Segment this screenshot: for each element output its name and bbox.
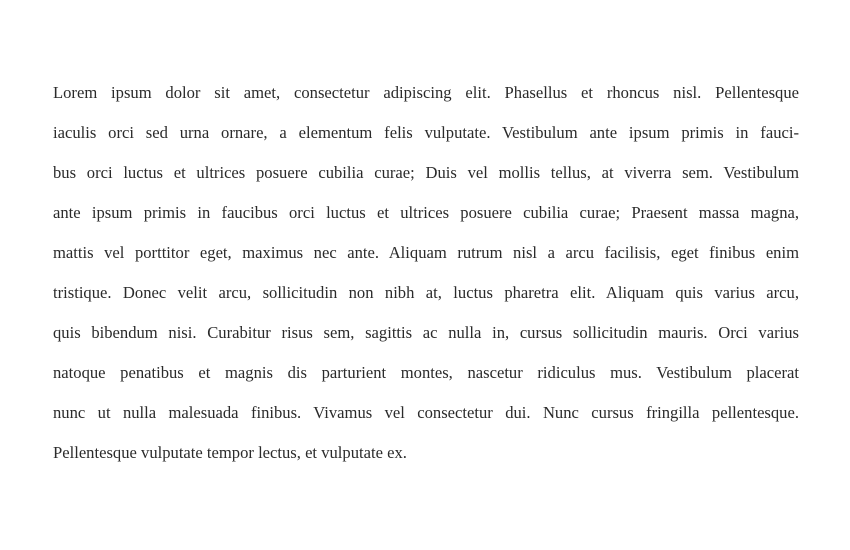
document-page	[53, 79, 799, 479]
paragraph-line-2: iaculis orci sed urna ornare, a elementum felis vulputate. Vestibulum ante ipsum primis in fauci-	[53, 123, 799, 142]
paragraph-line-3: bus orci luctus et ultrices posuere cubilia curae; Duis vel mollis tellus, at viverra sem. Vestibulum	[53, 163, 799, 182]
paragraph-line-1: Lorem ipsum dolor sit amet, consectetur adipiscing elit. Phasellus et rhoncus nisl. Pellentesque	[53, 83, 799, 102]
paragraph-line-6: tristique. Donec velit arcu, sollicitudin non nibh at, luctus pharetra elit. Aliquam quis varius arcu,	[53, 283, 799, 302]
body-paragraph	[53, 79, 799, 479]
paragraph-line-9: nunc ut nulla malesuada finibus. Vivamus vel consectetur dui. Nunc cursus fringilla pellentesque.	[53, 403, 799, 422]
paragraph-line-5: mattis vel porttitor eget, maximus nec ante. Aliquam rutrum nisl a arcu facilisis, eget finibus enim	[53, 243, 799, 262]
paragraph-line-10: Pellentesque vulputate tempor lectus, et vulputate ex.	[53, 443, 407, 462]
paragraph-line-8: natoque penatibus et magnis dis parturient montes, nascetur ridiculus mus. Vestibulum placerat	[53, 363, 799, 382]
paragraph-line-7: quis bibendum nisi. Curabitur risus sem, sagittis ac nulla in, cursus sollicitudin mauris. Orci varius	[53, 323, 799, 342]
paragraph-line-4: ante ipsum primis in faucibus orci luctus et ultrices posuere cubilia curae; Praesent massa magna,	[53, 203, 799, 222]
